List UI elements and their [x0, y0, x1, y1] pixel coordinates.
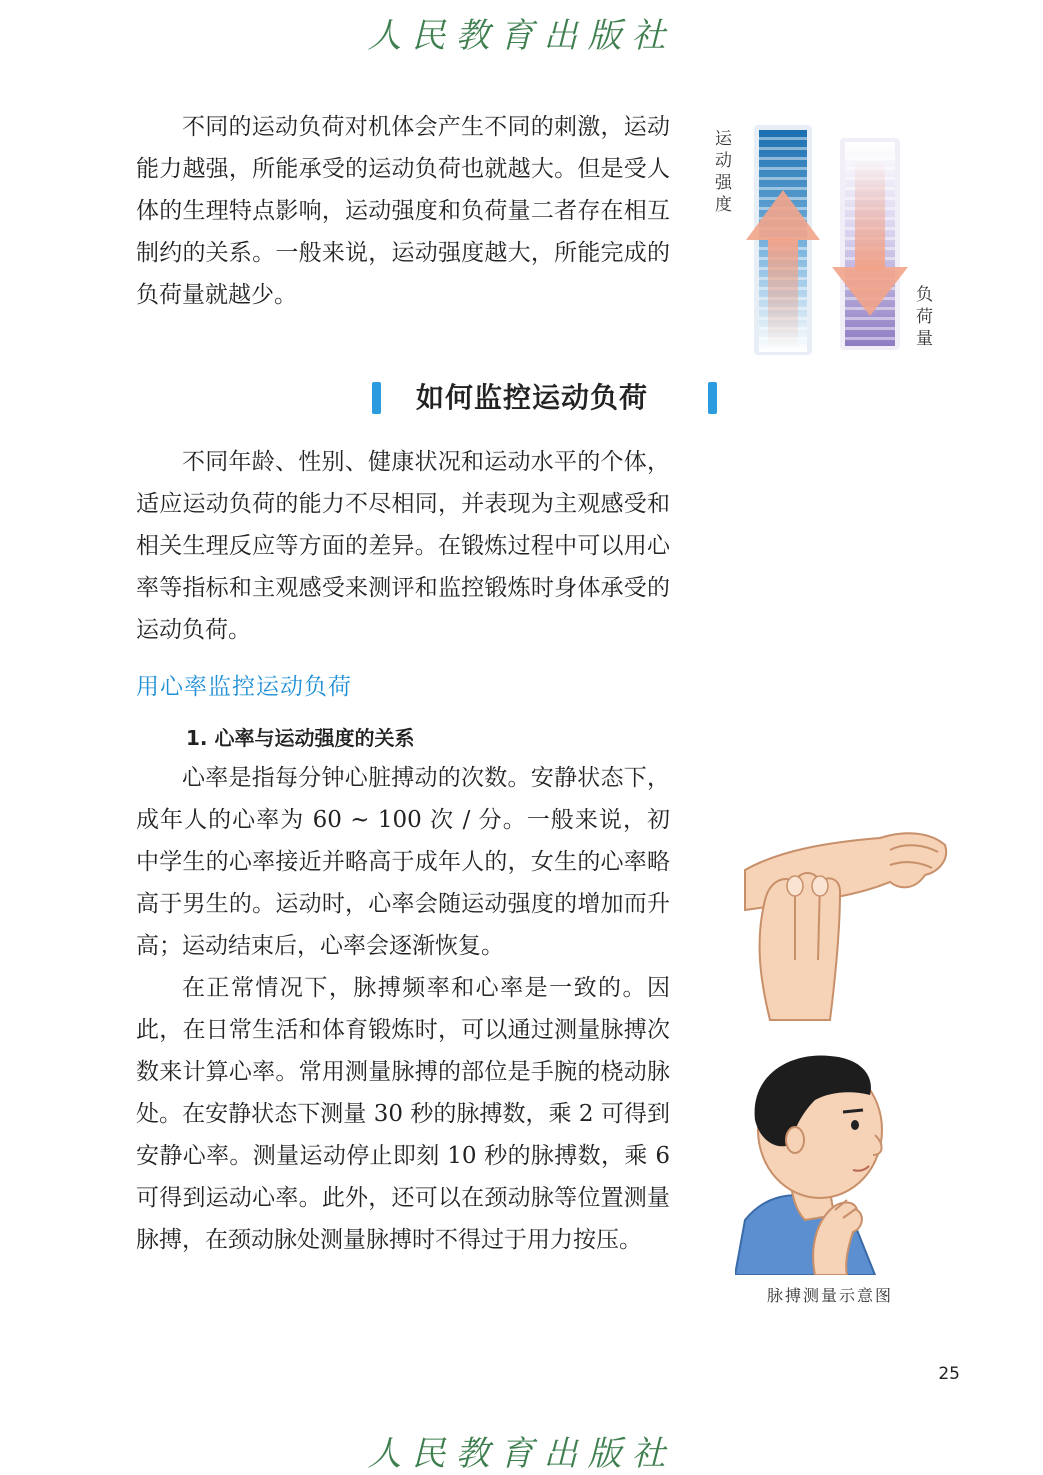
title-bar-right [708, 382, 717, 414]
publisher-logo-top: 人民教育出版社 [367, 16, 676, 56]
wrist-pulse-illustration [740, 820, 950, 1025]
paragraph-load-intensity: 不同的运动负荷对机体会产生不同的刺激，运动能力越强，所能承受的运动负荷也就越大。但是受人体的生理特点影响，运动强度和负荷量二者存在相互制约的关系。一般来说，运动强度越大，所能完成的负荷量就越少。 [136, 114, 670, 308]
paragraph-pulse: 在正常情况下，脉搏频率和心率是一致的。因此，在日常生活和体育锻炼时，可以通过测量脉搏次数来计算心率。常用测量脉搏的部位是手腕的桡动脉处。在安静状态下测量 30 秒的脉搏数，乘 2 可得到安静心率。测量运动停止即刻 10 秒的脉搏数，乘 6 可得到运动心率。此外，还可以在颈动脉等位置测量脉搏，在颈动脉处测量脉搏时不得过于用力按压。 [136, 975, 670, 1253]
section-title [370, 378, 720, 418]
load-label: 负荷量 [916, 285, 933, 349]
sub-heading: 用心率监控运动负荷 [136, 674, 352, 700]
intensity-load-diagram [740, 120, 910, 360]
section-title-text: 如何监控运动负荷 [416, 381, 649, 414]
figure-caption: 脉搏测量示意图 [766, 1286, 893, 1305]
paragraph-monitoring: 不同年龄、性别、健康状况和运动水平的个体，适应运动负荷的能力不尽相同，并表现为主观感受和相关生理反应等方面的差异。在锻炼过程中可以用心率等指标和主观感受来测评和监控锻炼时身体承受的运动负荷。 [136, 449, 670, 643]
intensity-label: 运动强度 [715, 129, 732, 215]
page-number: 25 [938, 1364, 960, 1384]
paragraph-heart-rate: 心率是指每分钟心脏搏动的次数。安静状态下，成年人的心率为 60 ~ 100 次 / 分。一般来说，初中学生的心率接近并略高于成年人的，女生的心率略高于男生的。运动时，心率会随运动强度的增加而升高；运动结束后，心率会逐渐恢复。 [136, 765, 670, 959]
title-bar-left [372, 382, 381, 414]
publisher-logo-bottom: 人民教育出版社 [367, 1434, 676, 1474]
neck-pulse-illustration [735, 1050, 895, 1275]
item-heading: 1. 心率与运动强度的关系 [186, 726, 415, 750]
